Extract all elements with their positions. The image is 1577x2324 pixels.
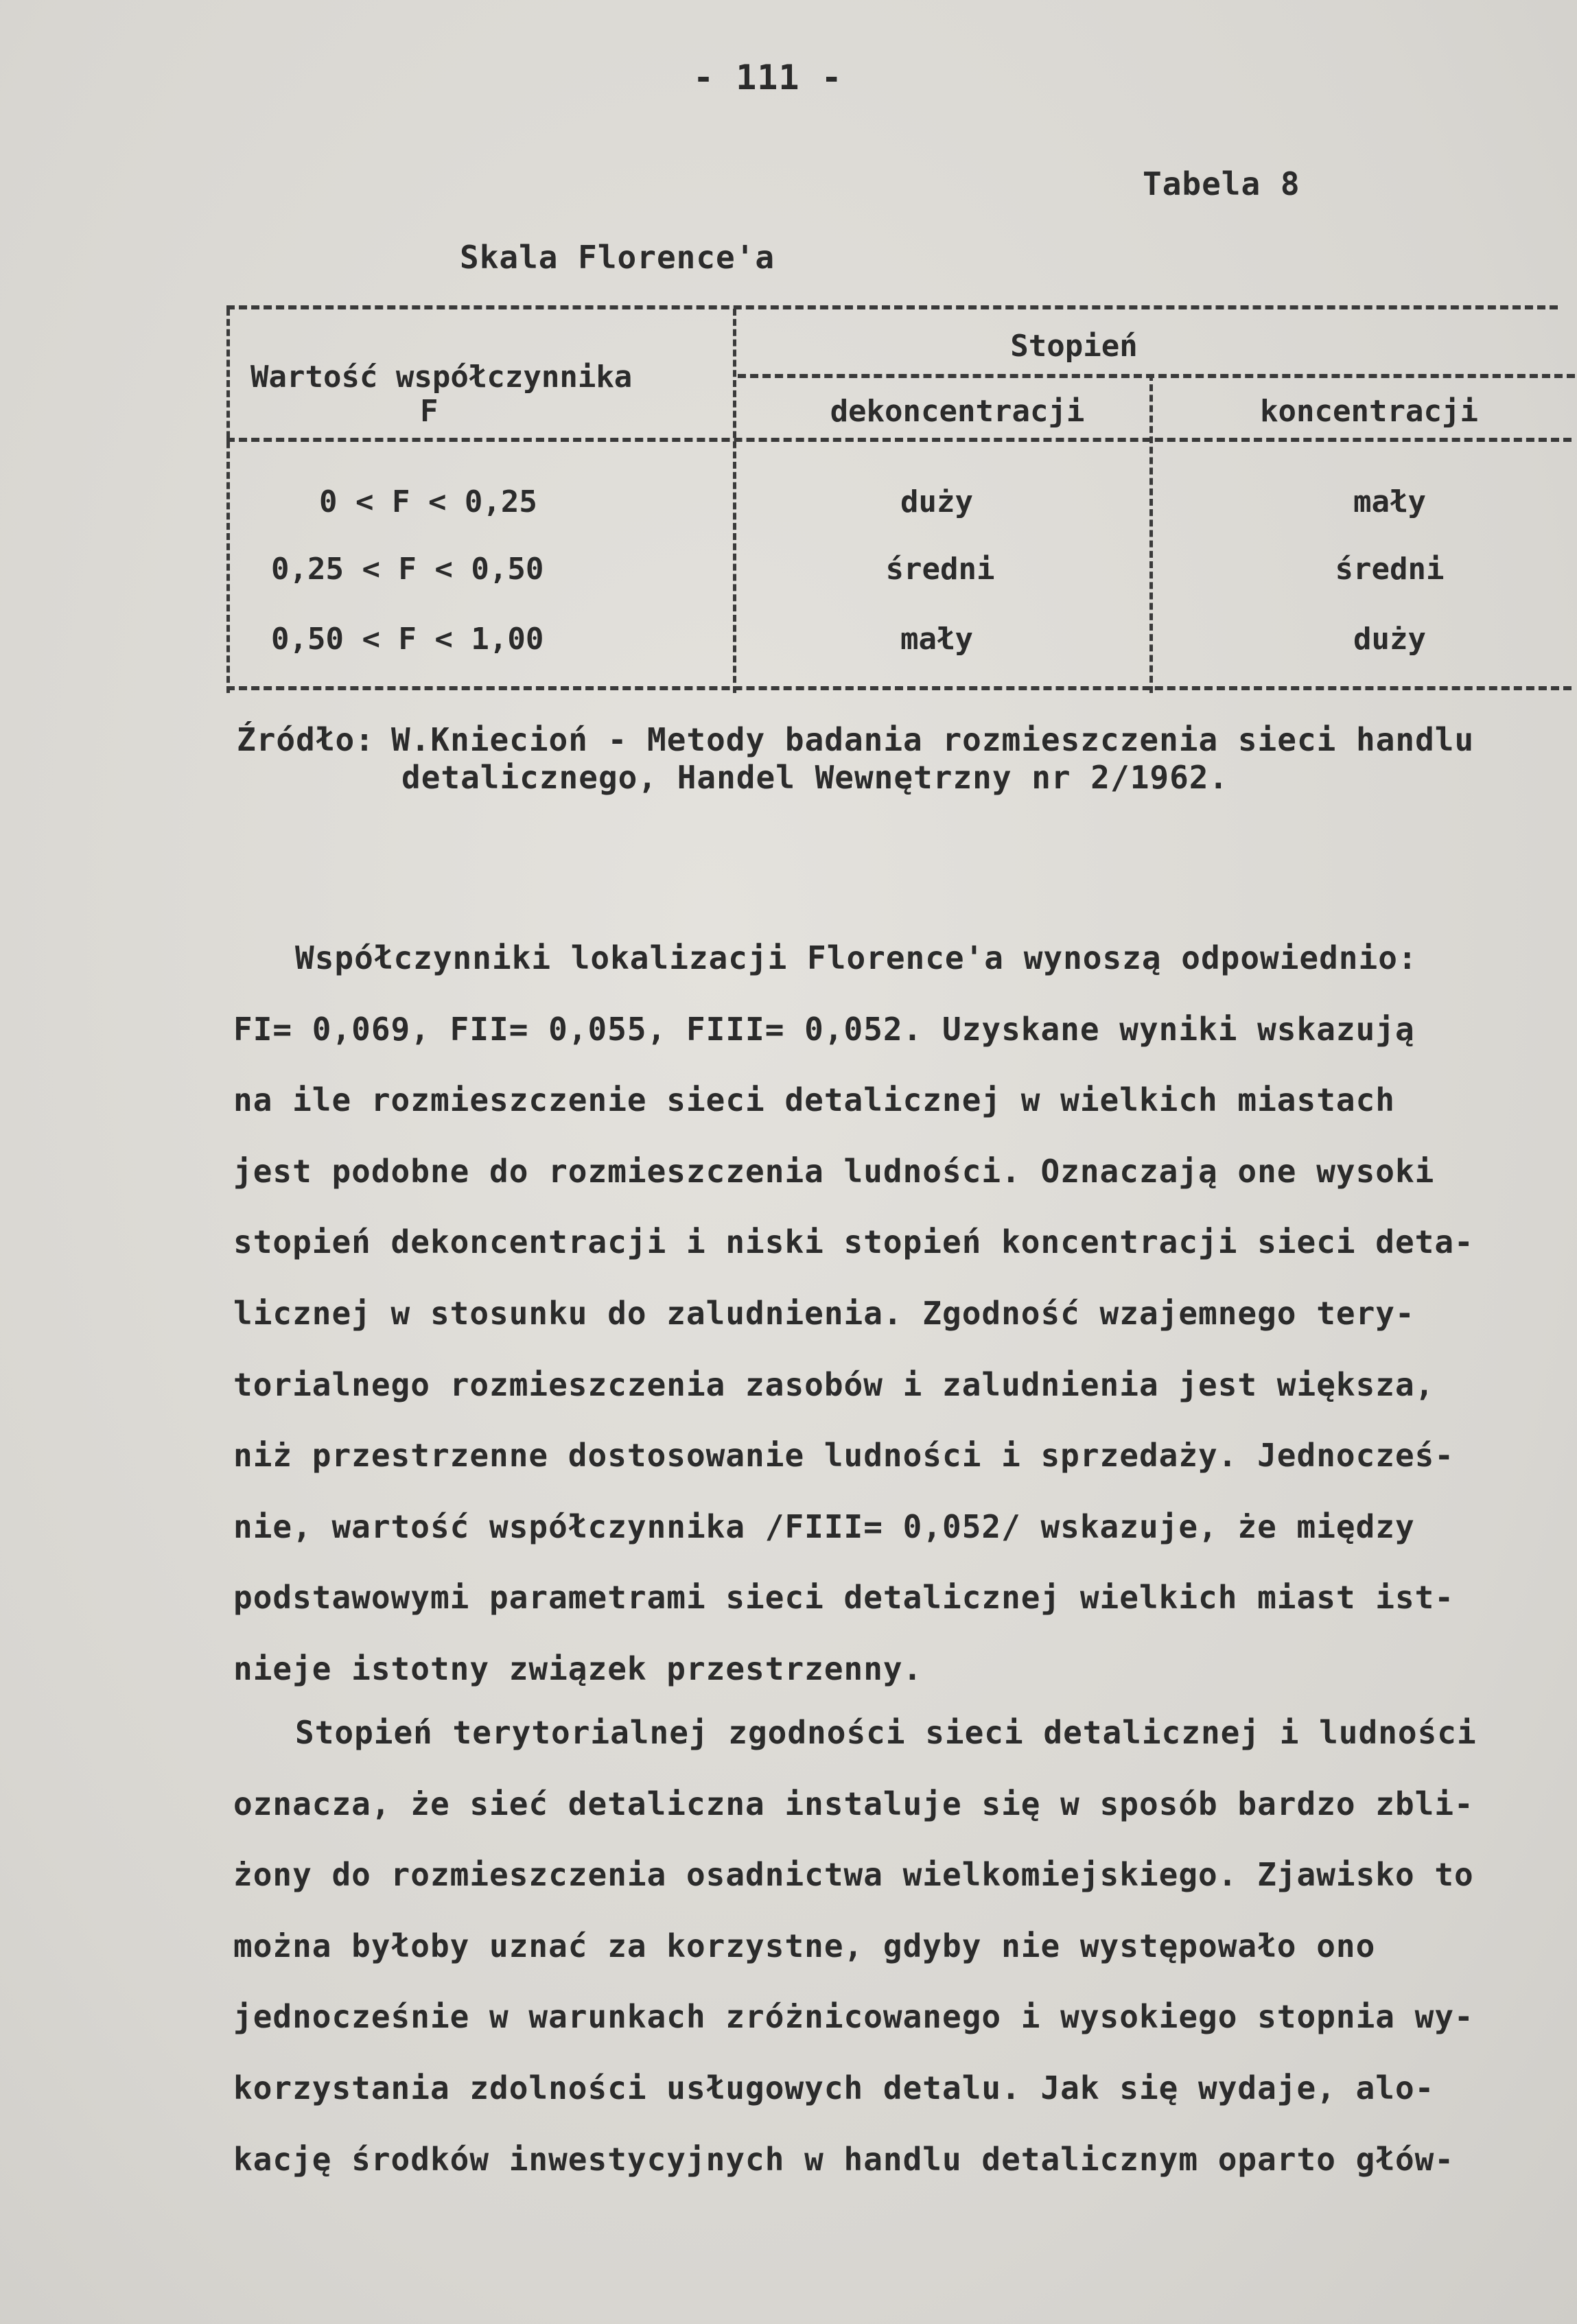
paragraph-1-line: stopień dekoncentracji i niski stopień koncentracji sieci deta- xyxy=(233,1223,1474,1261)
table-title: Skala Florence'a xyxy=(460,239,775,276)
header-dekoncentracja: dekoncentracji xyxy=(830,394,1085,429)
paragraph-1-line: Współczynniki lokalizacji Florence'a wynoszą odpowiednio: xyxy=(295,939,1418,976)
paragraph-1-line: niż przestrzenne dostosowanie ludności i sprzedaży. Jednocześ- xyxy=(233,1437,1455,1475)
paragraph-1-line: nie, wartość współczynnika /FIII= 0,052/ wskazuje, że między xyxy=(233,1507,1415,1545)
source-citation-line-2: detalicznego, Handel Wewnętrzny nr 2/1962. xyxy=(401,759,1229,796)
table-col-divider-1 xyxy=(733,309,736,693)
table-left-rule xyxy=(226,309,230,693)
paragraph-1-line: na ile rozmieszczenie sieci detalicznej w wielkich miastach xyxy=(233,1081,1395,1119)
source-label: Źródło: xyxy=(237,721,375,758)
paragraph-2-line: żony do rozmieszczenia osadnictwa wielkomiejskiego. Zjawisko to xyxy=(233,1856,1474,1894)
header-koncentracja: koncentracji xyxy=(1260,394,1478,429)
paragraph-1-line: nieje istotny związek przestrzenny. xyxy=(233,1650,923,1687)
header-degree: Stopień xyxy=(1010,329,1138,364)
paragraph-2-line: jednocześnie w warunkach zróżnicowanego i wysokiego stopnia wy- xyxy=(233,1998,1474,2036)
source-citation-line-1: W.Kniecioń - Metody badania rozmieszczenia sieci handlu xyxy=(391,721,1475,758)
paragraph-2 xyxy=(233,1698,1523,2195)
paragraph-2-line: korzystania zdolności usługowych detalu. Jak się wydaje, alo- xyxy=(233,2069,1435,2106)
table-group-rule xyxy=(738,374,1575,378)
page-number: - 111 - xyxy=(693,58,843,97)
paragraph-2-line: kację środków inwestycyjnych w handlu detalicznym oparto głów- xyxy=(233,2140,1455,2178)
paragraph-1-line: torialnego rozmieszczenia zasobów i zaludnienia jest większa, xyxy=(233,1365,1435,1403)
row-2-dekoncentracja: średni xyxy=(885,552,995,587)
paragraph-1 xyxy=(233,923,1523,1705)
paragraph-2-line: oznacza, że sieć detaliczna instaluje się w sposób bardzo zbli- xyxy=(233,1785,1474,1822)
table-bottom-rule xyxy=(226,686,1572,690)
paragraph-2-line: można byłoby uznać za korzystne, gdyby nie występowało ono xyxy=(233,1927,1376,1964)
table-top-rule xyxy=(226,305,1558,309)
row-1-koncentracja: mały xyxy=(1353,484,1426,519)
paragraph-1-line: jest podobne do rozmieszczenia ludności. Oznaczają one wysoki xyxy=(233,1152,1435,1190)
paragraph-1-line: licznej w stosunku do zaludnienia. Zgodność wzajemnego tery- xyxy=(233,1294,1415,1332)
row-2-koncentracja: średni xyxy=(1335,552,1445,587)
row-1-range: 0 < F < 0,25 xyxy=(319,484,537,519)
header-coefficient-symbol: F xyxy=(420,394,439,429)
paragraph-2-line: Stopień terytorialnej zgodności sieci detalicznej i ludności xyxy=(295,1714,1477,1751)
row-3-koncentracja: duży xyxy=(1353,622,1426,657)
table-col-divider-2 xyxy=(1149,374,1153,693)
row-2-range: 0,25 < F < 0,50 xyxy=(271,552,544,587)
paragraph-1-line: podstawowymi parametrami sieci detalicznej wielkich miast ist- xyxy=(233,1579,1455,1617)
table-header-rule xyxy=(226,438,1572,442)
paragraph-1-line: FI= 0,069, FII= 0,055, FIII= 0,052. Uzyskane wyniki wskazują xyxy=(233,1010,1415,1048)
row-3-dekoncentracja: mały xyxy=(900,622,973,657)
header-coefficient-label: Wartość współczynnika xyxy=(250,360,633,395)
row-1-dekoncentracja: duży xyxy=(900,484,973,519)
row-3-range: 0,50 < F < 1,00 xyxy=(271,622,544,657)
table-label: Tabela 8 xyxy=(1143,165,1300,202)
